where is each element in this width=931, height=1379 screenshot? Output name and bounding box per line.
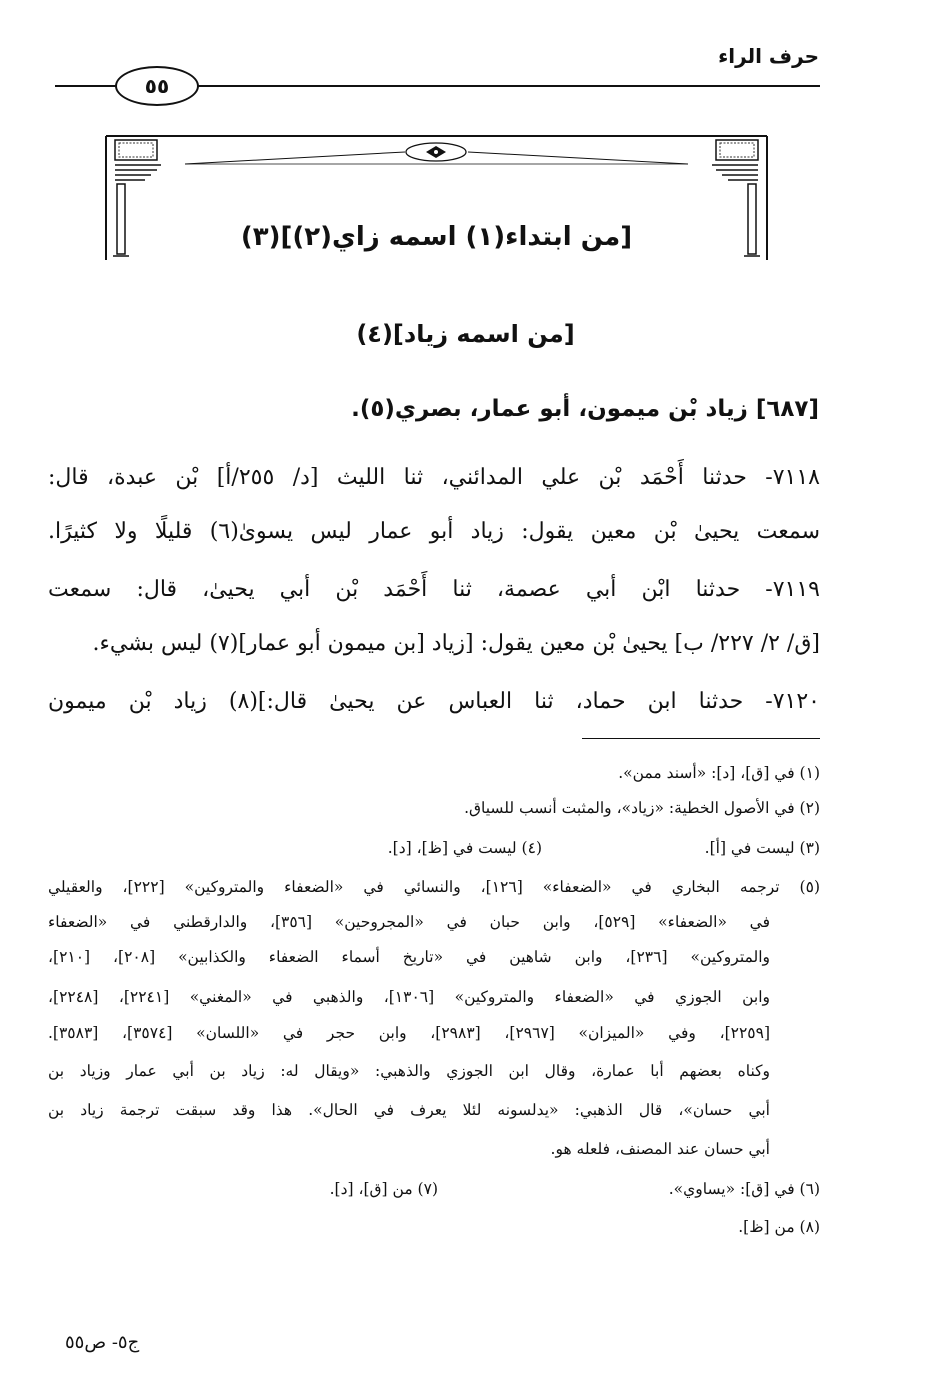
footnote-5-line-3: والمتروكين» [٢٣٦]، وابن شاهين في «تاريخ أسماء الضعفاء والكذابين» [٢٠٨]، [٢١٠]، <box>48 948 770 966</box>
page-number: ٥٥ <box>115 66 199 106</box>
footnote-2: (٢) في الأصول الخطية: «زياد»، والمثبت أنسب للسياق. <box>464 799 820 817</box>
body-line-3: ٧١١٩- حدثنا ابْن أبي عصمة، ثنا أَحْمَد بْن أبي يحيىٰ، قال: سمعت <box>48 577 820 602</box>
footnote-5-line-8: أبي حسان عند المصنف، فلعله هو. <box>550 1140 770 1158</box>
footnote-1: (١) في [ق]، [د]: «أسند ممن». <box>618 764 820 782</box>
footnote-8: (٨) من [ظ]. <box>738 1218 820 1236</box>
footnote-4: (٤) ليست في [ظ]، [د]. <box>387 839 542 857</box>
footnote-5-line-5: [٢٢٥٩]، وفي «الميزان» [٢٩٦٧]، [٢٩٨٣]، وابن حجر في «اللسان» [٣٥٧٤]، [٣٥٨٣]. <box>48 1024 770 1042</box>
footnote-rule <box>582 738 820 739</box>
page-signature: ج٥- ص٥٥ <box>65 1332 140 1353</box>
body-line-4: [ق/ ٢/ ٢٢٧/ ب] يحيىٰ بْن معين يقول: [زياد [بن ميمون أبو عمار](٧) ليس بشيء. <box>92 631 820 656</box>
entry-heading: [٦٨٧] زياد بْن ميمون، أبو عمار، بصري(٥). <box>351 396 819 422</box>
running-title: حرف الراء <box>718 44 819 68</box>
footnote-5-line-6: وكناه بعضهم أبا عمارة، وقال ابن الجوزي والذهبي: «ويقال له: زياد بن أبي عمار وزياد بن <box>48 1062 770 1080</box>
footnote-5-line-1: (٥) ترجمه البخاري في «الضعفاء» [١٢٦]، والنسائي في «الضعفاء والمتروكين» [٢٢٢]، والعقيلي <box>48 878 820 896</box>
body-line-2: سمعت يحيىٰ بْن معين يقول: زياد أبو عمار ليس يسوىٰ(٦) قليلًا ولا كثيرًا. <box>48 519 821 544</box>
footnote-6: (٦) في [ق]: «يساوي». <box>668 1180 820 1198</box>
footnote-5-line-7: أبي حسان»، قال الذهبي: «يدلسونه لئلا يعرف في الحال». هذا وقد سبقت ترجمة زياد بن <box>48 1101 770 1119</box>
section-heading: [من ابتداء(١) اسمه زاي(٢)](٣) <box>240 222 633 252</box>
footnote-5-line-4: وابن الجوزي في «الضعفاء والمتروكين» [١٣٠٦]، والذهبي في «المغني» [٢٢٤١]، [٢٢٤٨]، <box>48 988 770 1006</box>
footnote-7: (٧) من [ق]، [د]. <box>329 1180 438 1198</box>
footnote-3: (٣) ليست في [أ]. <box>704 839 820 857</box>
footnote-5-line-2: في «الضعفاء» [٥٢٩]، وابن حبان في «المجروحين» [٣٥٦]، والدارقطني في «الضعفاء <box>48 913 770 931</box>
body-line-1: ٧١١٨- حدثنا أَحْمَد بْن علي المدائني، ثنا الليث [د/ ٢٥٥/أ] بْن عبدة، قال: <box>48 465 820 490</box>
body-line-5: ٧١٢٠- حدثنا ابن حماد، ثنا العباس عن يحيىٰ قال:](٨) زياد بْن ميمون <box>48 689 820 714</box>
sub-heading: [من اسمه زياد](٤) <box>356 320 575 348</box>
